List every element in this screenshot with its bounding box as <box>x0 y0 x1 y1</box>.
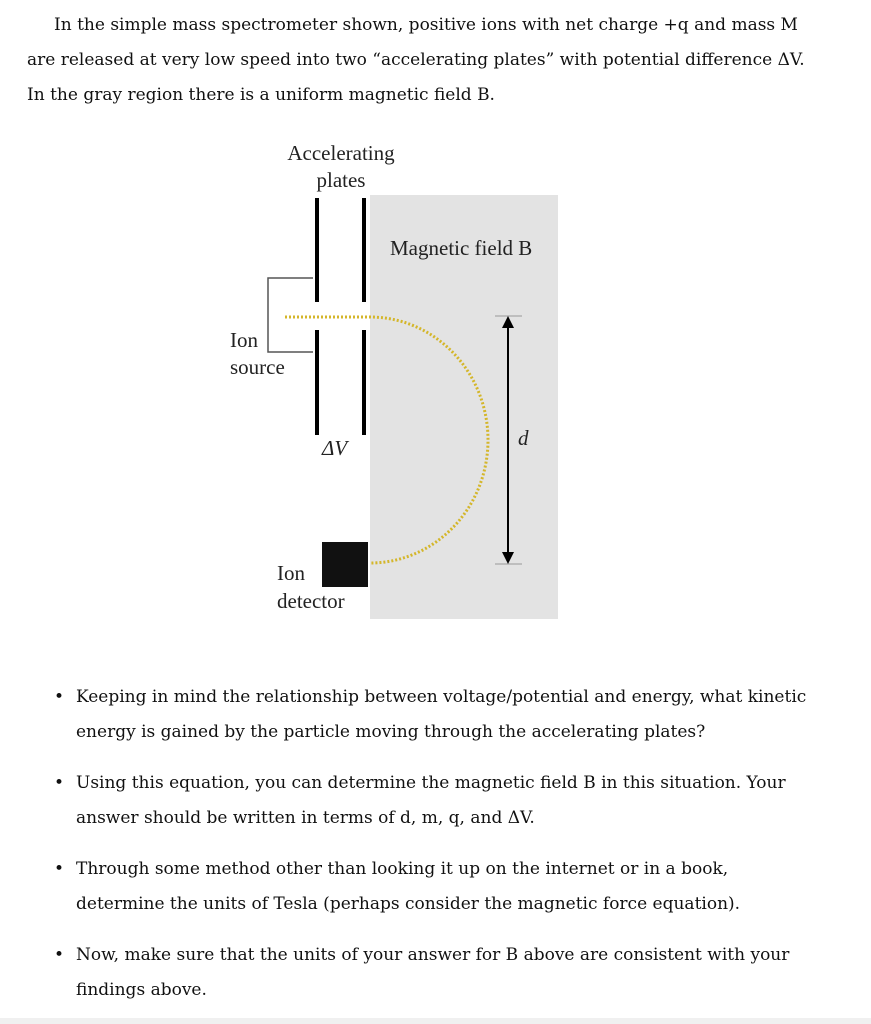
intro-line-3: In the gray region there is a uniform magnetic field B. <box>27 85 495 105</box>
source-label-2: source <box>230 355 285 379</box>
detector-label-2: detector <box>277 589 345 613</box>
source-wire <box>268 278 313 352</box>
detector-label-1: Ion <box>277 561 305 585</box>
bottom-divider <box>0 1018 871 1024</box>
accelerating-plates <box>317 198 364 435</box>
question-1: • Keeping in mind the relationship between voltage/potential and energy, what kinetic energy is gained by the particle moving through the accelerating plates? <box>54 680 814 750</box>
field-label: Magnetic field B <box>390 236 533 260</box>
plates-label-1: Accelerating <box>287 141 395 165</box>
voltage-label: ΔV <box>322 436 348 460</box>
question-4: • Now, make sure that the units of your answer for B above are consistent with your findings above. <box>54 938 814 1008</box>
ion-detector <box>322 542 368 587</box>
distance-label: d <box>518 426 529 450</box>
question-list <box>54 680 814 1024</box>
source-label-1: Ion <box>230 328 258 352</box>
question-2: • Using this equation, you can determine the magnetic field B in this situation. Your answer should be written in terms of d, m, q, and ΔV. <box>54 766 814 836</box>
intro-line-1: In the simple mass spectrometer shown, positive ions with net charge +q and mass M <box>54 15 798 35</box>
plates-label-2: plates <box>316 168 366 192</box>
intro-line-2: are released at very low speed into two “accelerating plates” with potential difference ΔV. <box>27 50 805 70</box>
question-3: • Through some method other than looking it up on the internet or in a book, determine the units of Tesla (perhaps consider the magnetic force equation). <box>54 852 814 922</box>
